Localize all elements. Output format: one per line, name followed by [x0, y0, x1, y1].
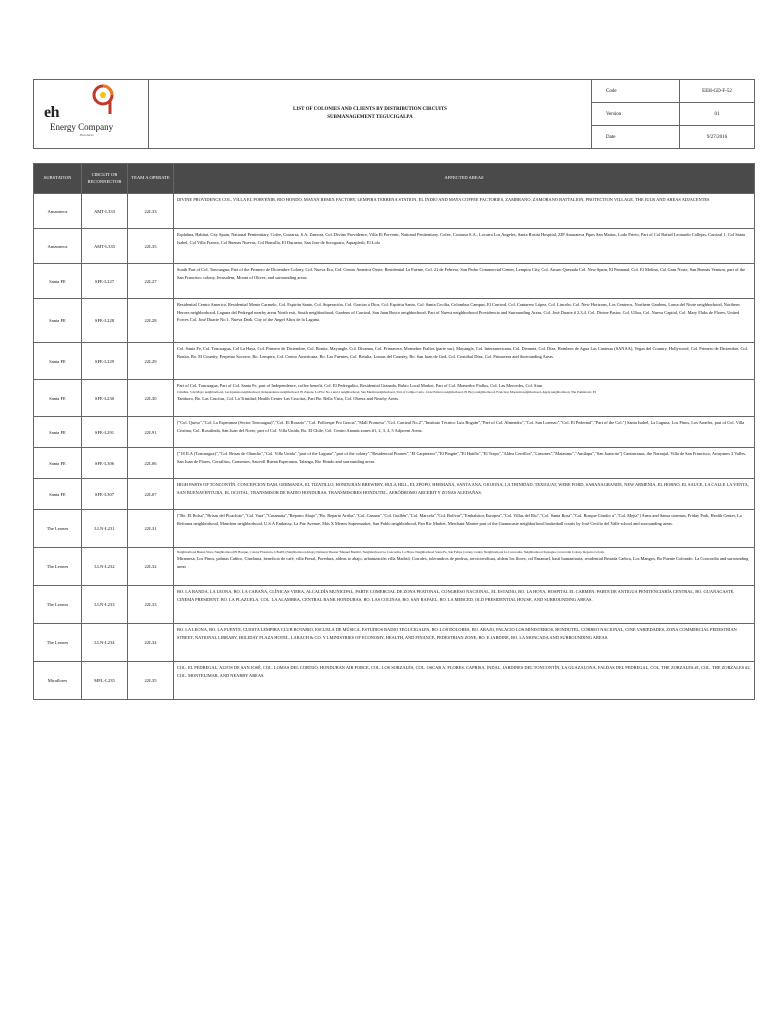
cell-areas: Col. Santa Fe, Col. Toncuagua, Col La Haya, Col. Primero de Diciembre, Col. Bonita, Mayangle, Col. Divanna, Col. Primavera, Monseñor Fiallos (parte sur), Mayangle, Col. Interamericana, Col. Divanna, Col. Díaz, Hombres de Agua Las Canteras (SANAA), Vegas del Country, Hollywood, Col. Primero de Diciembre, Col. Bonita, Bo. El Country, Perpetuo Socorro, Bo. Lempira, Col. Centro Americana, Bo. Las Fuentes, Col. Betulia, Lomas del Country, Bo. San Juan de God, Col. Cristóbal Díaz, Col. Primavera and Surrounding Areas.: [174, 343, 755, 380]
cell-circuit: SFE-L228: [82, 299, 128, 343]
cell-areas: Esplahna, Habitat, City Spain, National Penitentiary, Cofee, Costarsa, S.A. Zamora, Col. Divino Providence, Villa El Porvenir, National Penitentiary, Cofee, Costarsa S.A., Locarra Los Angeles, Santa Rosita Hospital, ZIP Amarateca Pipes San Matias, Lodo Prieto, Part of Col Rafael Leonardo Callejas, Carrizal 1, Col Santa Isabel, Col Villa Franca, Col Buenas Nuevas, Col Bonsilla, El Durazno, San Jose de Soroguara, Aquaplesh, El Lolo: [174, 229, 755, 264]
meta-label-version: Version: [592, 103, 680, 126]
cell-substation: Santa FE: [34, 299, 82, 343]
logo-company-text: Energy Company: [50, 122, 114, 132]
cell-substation: The Leones: [34, 624, 82, 662]
cell-circuit: SFE-L307: [82, 479, 128, 510]
title-line-1: LIST OF COLONIES AND CLIENTS BY DISTRIBUTION CIRCUITS: [293, 107, 447, 112]
cell-circuit: LLN-L232: [82, 548, 128, 586]
table-row: [34, 343, 755, 380]
cell-team: 22L07: [128, 479, 174, 510]
column-header-substation: SUBSTATION: [34, 164, 82, 194]
table-row: [34, 194, 755, 229]
cell-circuit: SFE-L291: [82, 417, 128, 448]
meta-label-date: Date: [592, 126, 680, 149]
document-sheet: [33, 79, 755, 700]
document-title: [149, 80, 592, 149]
cell-areas: ["Bo. El Bolsa","Brisas del Picachito","Col. Vara","Casamata","Reparto Abajo","Bo. Reparto Arriba","Col. Canaan","Col. Guillén","Col. Marcela","Col. Bolívar","Embalsitos Europea","Col. Villas del Río","Col. Santa Rosa","Col. Bosque Cóndor a","Col. Mejía"] Arms and Sansa cinemas, Friday Park, Health Center, La Reforma neighborhood, Manchen neighborhood, U.S.A Embassy, La Paz Avenue, Más X Menos Supermarket, San Pablo neighborhood, Pan Ric Market, Merchant Marine part of the Guanacaste neighborhood basketball courts by José Cecilio del Valle school and surrounding areas.: [174, 510, 755, 548]
meta-value-version: 01: [680, 103, 755, 126]
cell-team: 22L33: [128, 586, 174, 624]
cell-areas: [174, 548, 755, 586]
table-row: [34, 662, 755, 700]
cell-team: 22L35: [128, 662, 174, 700]
cell-substation: Santa FE: [34, 417, 82, 448]
logo-cell: [34, 80, 149, 149]
cell-substation: Santa FE: [34, 448, 82, 479]
cell-team: 22L30: [128, 380, 174, 417]
circuits-table: [33, 163, 755, 700]
cell-substation: Amarateca: [34, 194, 82, 229]
table-row: [34, 229, 755, 264]
cell-circuit: SFE-L306: [82, 448, 128, 479]
table-row: [34, 448, 755, 479]
column-header-team: TEAM A OPERATE: [128, 164, 174, 194]
logo-eh-text: eh: [44, 104, 59, 121]
cell-circuit: SFE-L229: [82, 343, 128, 380]
cell-team: 22L06: [128, 448, 174, 479]
cell-team: 22L28: [128, 299, 174, 343]
cell-circuit: AMT-L333: [82, 194, 128, 229]
areas-text: Part of Col. Toncuagua, Part of Col. Santa Fe, part of Independence, coffee benefit, Col. El Pedregalito, Residential Granada, Rubio Local Market, Part of Col. Monseñor Fiallos, Col. Las Mercedes, Col. Sian: [177, 383, 542, 388]
cell-team: 22L31: [128, 510, 174, 548]
company-logo: [44, 84, 139, 139]
cell-circuit: LLN-L234: [82, 624, 128, 662]
table-row: [34, 417, 755, 448]
table-row: [34, 586, 755, 624]
cell-team: 22L33: [128, 194, 174, 229]
cell-areas: ["Col. Queso","Col. La Esperanza (Sector Toncuagua)","Col. El Rosario","Col. Polloespe Pro Gracia","Mall Promesa","Col. Carrizal No.2","Instituto Técnico Luis Bográn","Part of Col. Almendro","Col. San Lorenzo","Col. El Pedernal","Part of the Col."] Santa Isabel, La Laguna, Los Pinos, Los Arneles, part of Col. Villa Cristina, Col. Roxalinda, San Juan del Norte, part of Col. Villa Unida, Bo. El Chile, Col. Centro Ananás zones #1, 2, 3, 4, 5 Adjacent Areas.: [174, 417, 755, 448]
table-row: [34, 479, 755, 510]
cell-areas: HIGH PARTS OF TONCONTÍN, CONCEPCION DAM, GERMANIA, EL TIZATILLO, HONDURAN BREWERY, HULA HILL, EL ZPOPO, HERMANA, SANTA ANA, OJOJONA, LA TRINIDAD, TEXIGUAT, WEBE FORD, SABANAGRANDE, NEW ARMENIA, EL HORNO, EL SAUCE, LA CALLE LA VENTA, SAN BUENAVENTURA, EL OCOTAL, TRANSMISOR DE RADIO HONDURAS, TRANSMISORES HONDUTEL, AERÓDROMO ARCEBIT Y ZONAS ALEDAÑAS.: [174, 479, 755, 510]
column-header-areas: AFFECTED AREAS: [174, 164, 755, 194]
header-table: [33, 79, 755, 149]
cell-circuit: LLN-L231: [82, 510, 128, 548]
cell-circuit: MFL-L235: [82, 662, 128, 700]
table-row: [34, 380, 755, 417]
cell-substation: Santa FE: [34, 264, 82, 299]
column-header-circuit: CIRCUIT OR RECONNECTOR: [82, 164, 128, 194]
cell-substation: The Leones: [34, 548, 82, 586]
cell-areas: Residential Centro America, Residential Monte Carmelo, Col. Espiritu Santo, Col. Superación, Col. Gracias a Dios, Col. Espiritu Santo, Col. Santa Cecilia, Colombus Campus, El Carrizal, Col. Cantarero López, Col. Lincoln, Col. New Horizons, Los Centeros, Northern Gardens, Loma del Norte neighborhood, Northern Heroes neighborhood, Laguna del Pedregal nearby areas North exit, South neighborhood, Gardens of Carrizal, San Juan Bosco neighborhood, Part of Nueva neighborhood Providencia and Surrounding Areas, Col. José Duarte # 2,3,4. Col. Divine Pastor, Col. Ulloa, Col. Nueva Capital, Col. Mary Flaks de Flores, United Forces Col. José Duarte No.1, Nueva Dark. City of the Angel Altos de la Laguna.: [174, 299, 755, 343]
cell-substation: Miraflores: [34, 662, 82, 700]
cell-substation: Santa FE: [34, 380, 82, 417]
cell-substation: Amarateca: [34, 229, 82, 264]
cell-team: 22L91: [128, 417, 174, 448]
meta-value-code: EEH-GD-F-52: [680, 80, 755, 103]
areas-text-end: Tamboro, Bo. Las Crucitas, Col. La Trinidad, Health Center Las Crucitas, Part Bo. Bella Vista, Col. Obrera and Nearby Areas.: [177, 395, 400, 401]
areas-text: Miramesa, Los Pinos, palmas Cañico, Cinelania, beneficio de café, villa Fresal, Poredura, aldeas to abajo, urbanización villa Madrid, Corrales, tolerandros de piedras, servicieroltura, aldeas los flores, col Emanuel, basti humanitaria, residential Brisada Cañica, Los Mangos, Bo Puente Colorado. La Concordia and surrounding areas: [177, 556, 749, 569]
cell-team: 22L29: [128, 343, 174, 380]
table-row: [34, 510, 755, 548]
cell-areas: [174, 380, 755, 417]
cell-areas: ["18 II.A (Toncuagua)","Col. Brisas de Olancho","Col. Villa Unida","part of the Laguna","part of the colony","Residencial Pinares","El Carpintero","El Pingüe","El Hatillo","El Trapo","Aldea Cerrillos","Limones","Matasano","Amilapa","San Juancito"] Cantarranas, the Naranjal, Villa de San Francisco, Arrayanes 3 Valles, San Juan de Flores, Corralitos, Comentos, Sauvoll Buena Esperanza, Talanga, Rio Hondo and surrounding areas.: [174, 448, 755, 479]
title-line-2: SUBMANAGEMENT TEGUCIGALPA: [327, 115, 413, 120]
cell-areas: DIVINE PROVIDENCE COL, VILLA EL PORVENIR, RIO HONDO, MAYAN REMIX FACTORY, LEMPIRA TERRENA STATION, EL INDIO AND MAYA COFFEE FACTORIES, ZAMBRANO, ZAMORANO BATTALION, PROTECTION VILLAGE, THE JULR AND AREAS ADJACENTES: [174, 194, 755, 229]
cell-team: 22L27: [128, 264, 174, 299]
cell-areas: COL. EL PEDREGAL, ALTOS DE SAN JOSÉ, COL. LOMAS DEL CORTIJO, HONDURAN AIR FORCE, COL. LOS SORZALES, COL. OSCAR A. FLORES, CAPRISA, INDAL, JARDINES DEL TONCONTÍN, LA GUAZALONA, FALDAS DEL PEDREGAL, COL. THE ZORZALES #1, COL. THE ZORZALES #2, COL. MONTELIMAR, AND NEARBY AREAS.: [174, 662, 755, 700]
table-row: [34, 299, 755, 343]
cell-substation: The Leones: [34, 510, 82, 548]
cell-team: 22L34: [128, 624, 174, 662]
cell-substation: Santa FE: [34, 343, 82, 380]
cell-areas: BO. LA BANDA, LA LEONA, BO. LA CABAÑA, CLÍNICAS VIERA, ALCALDÍA MUNICIPAL, PARTE COMERCIAL DE ZONA PEATONAL, CONGRESO NACIONAL, EL ESTADIO, BO. LA HOYA, HOSPITAL EL CARMEN, PARTE DE ANTIGUA PENITENCIARÍA CENTRAL, BO. GUANACASTE, CINEMA PRESIDENT, BO. LA PLAZUELA, COL. LA ALAMBRA, CENTRAL BANK HONDURAS, BO. LAS COLINAS, BO. SAN RAFAEL, BO. LA MERCED, OLD PRESIDENTIAL HOUSE, AND SURROUNDING AREAS.: [174, 586, 755, 624]
cell-areas: BO. LA LEONA, BO. LA FUENTE, CUESTA LEMPIRA CLUB ROTARIO, ESCUELA DE MÚSICA, ESTUDIOS RADIO TEGUCIGALPA, BO. LOS DOLORES, BO. ABAJO, PALACIO LOS MINISTERIOS, HONDUTEL, CORREO NACIONAL, CINE VARIEDADES, ZONA COMMERCIAL PEDESTRIAN STREET, NATIONAL LIBRARY, HOLIDAY PLAZA HOTEL, LARACH & CO. Y LMINISTRIES OF ECONOMY, HEALTH, AND FINANCE, PEDESTRIAN ZONE, BO. E JARDINE, BO. LA MONCADA AND SURROUNDING AREAS.: [174, 624, 755, 662]
cell-areas: South Part of Col. Toncuagua, Part of the Primero de Diciembre Colony, Col. Nueva Era, Col. Centro America Oeste, Residential La Fuente, Col. 21 de Febrero, San Pedro Commercial Center, Lempira City, Col. Arturo Quezada Col. New Spain, El Pantanal, Col. El Molino, Col Gran Norte, San Buenas Ventura, part of the San Francisco colony, Jerusalem, Mount of Olives, and surrounding areas.: [174, 264, 755, 299]
cell-team: 22L32: [128, 548, 174, 586]
meta-value-date: 9/27/2016: [680, 126, 755, 149]
meta-label-code: Code: [592, 80, 680, 103]
table-row: [34, 264, 755, 299]
cell-circuit: AMT-L335: [82, 229, 128, 264]
table-row: [34, 548, 755, 586]
cell-circuit: LLN-L233: [82, 586, 128, 624]
areas-text-small: Neighborhood Buena Vista, Neighborhood El Bosque, Colony Florencia, UNAH, (Neighborhood Abajo) National Theater 'Manuel Bonilla', Neighborhood La Concordia, La Hoya, Neighborhood Santa Fe, San Felipe Colony, Centro Neighborhood La Concordia, Neighborhood Zarzagua, Concordia Colony, Reparto Colony.: [177, 550, 605, 554]
logo-mark-icon: [90, 84, 120, 116]
table-row: [34, 624, 755, 662]
areas-text-small: Cabañas, 5 de Mayo neighborhood, Las Iguanas neighborhood, Independence neighborhood, El Zapote, La Flor No.1 and 2 neighborhood, San Martin neighborhood, Part of Campo Cielo, 14 de Febrero neighborhood, El Hoyo neighborhood, Francisco Morazán neighborhood, Apple neighborhood, The Prehistoric, El: [177, 389, 596, 394]
cell-circuit: SFE-L230: [82, 380, 128, 417]
logo-sub-text: Honduras: [80, 133, 94, 137]
cell-substation: The Leones: [34, 586, 82, 624]
cell-substation: Santa FE: [34, 479, 82, 510]
cell-team: 22L35: [128, 229, 174, 264]
cell-circuit: SFE-L227: [82, 264, 128, 299]
